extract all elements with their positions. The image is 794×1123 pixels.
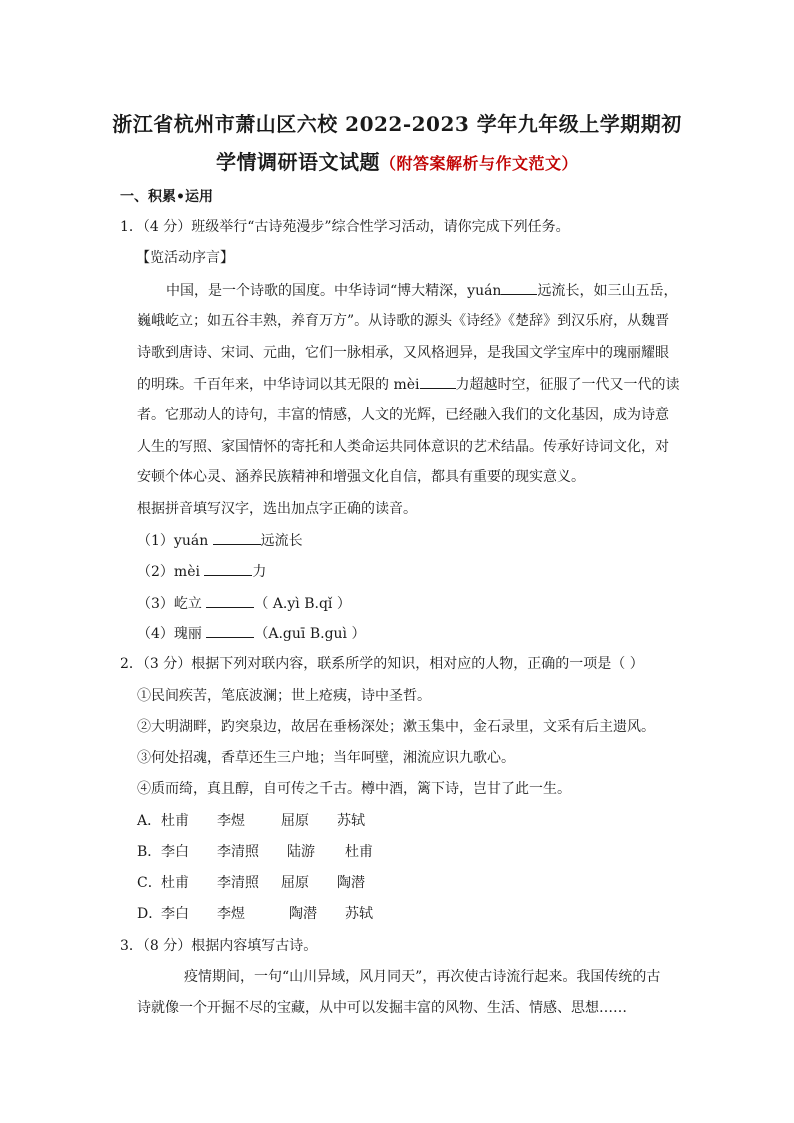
option-name: 陶潜 (337, 875, 365, 891)
question-1-sub-item (137, 561, 266, 582)
document-title-note: （附答案解析与作文范文） (379, 154, 578, 173)
sub-item-choices: （A.guī B.guì ） (254, 626, 366, 642)
question-1-paragraph-line (166, 280, 677, 301)
question-3-paragraph-line: 疫情期间，一句“山川异域，风月同天”，再次使古诗流行起来。我国传统的古 (184, 969, 661, 985)
question-1-paragraph-line: 巍峨屹立；如五谷丰熟，养育万方”。从诗歌的源头《诗经》《楚辞》到汉乐府，从魏晋 (137, 313, 670, 329)
option-name: 屈原 (281, 875, 309, 891)
question-2-couplet: ④质而绮，真且醇，自可传之千古。樽中酒，篱下诗，岂甘了此一生。 (137, 781, 571, 797)
option-name: 李白 (161, 844, 189, 860)
sub-item-choices: （ A.yì B.qǐ ） (254, 596, 351, 612)
option-name: 李清照 (217, 875, 259, 891)
question-3-paragraph-line: 诗就像一个开掘不尽的宝藏，从中可以发掘丰富的风物、生活、情感、思想…… (137, 1000, 627, 1016)
option-name: 李煜 (217, 813, 245, 829)
question-1-stem: 1．（4 分）班级举行“古诗苑漫步”综合性学习活动，请你完成下列任务。 (120, 219, 570, 235)
question-2-couplet: ③何处招魂，香草还生三户地；当年呵壁，湘流应识九歌心。 (137, 750, 515, 766)
question-1-box-label: 【览活动序言】 (136, 250, 234, 266)
fill-blank[interactable] (420, 374, 456, 389)
option-name: 苏轼 (337, 813, 365, 829)
question-1-instruction: 根据拼音填写汉字，选出加点字正确的读音。 (137, 501, 417, 517)
paragraph-text: 力超越时空，征服了一代又一代的读 (455, 377, 680, 393)
fill-blank[interactable] (501, 280, 537, 295)
fill-blank[interactable] (204, 561, 252, 576)
question-1-paragraph-line: 安顿个体心灵、涵养民族精神和增强文化自信，都具有重要的现实意义。 (137, 469, 585, 485)
question-2-option-a[interactable] (137, 811, 365, 831)
option-name: 李清照 (217, 844, 259, 860)
option-name: 屈原 (281, 813, 309, 829)
question-2-stem: 2．（3 分）根据下列对联内容，联系所学的知识，相对应的人物，正确的一项是（ ） (120, 656, 644, 672)
sub-item-prompt: 瑰丽 (173, 626, 202, 642)
section-heading: 一、积累•运用 (120, 189, 213, 205)
question-1-sub-item (137, 530, 303, 551)
option-name: 陆游 (287, 844, 315, 860)
option-label: B． (137, 844, 162, 860)
question-3-stem: 3．（8 分）根据内容填写古诗。 (120, 938, 318, 954)
option-name: 陶潜 (289, 906, 317, 922)
question-2-option-c[interactable] (137, 873, 365, 893)
option-name: 李白 (161, 906, 189, 922)
question-1-paragraph-line: 人生的写照、家国情怀的寄托和人类命运共同体意识的艺术结晶。传承好诗词文化，对 (137, 439, 669, 455)
question-1-paragraph-line: 诗歌到唐诗、宋词、元曲，它们一脉相承，又风格迥异，是我国文学宝库中的瑰丽耀眼 (137, 345, 669, 361)
fill-blank[interactable] (206, 623, 254, 638)
sub-item-number: （2） (137, 564, 174, 580)
sub-item-number: （3） (137, 596, 174, 612)
question-2-option-b[interactable] (137, 842, 373, 862)
question-2-couplet: ②大明湖畔，趵突泉边，故居在垂杨深处；漱玉集中，金石录里，文采有后主遗风。 (137, 719, 655, 735)
sub-item-prompt: mèi (173, 564, 200, 580)
question-1-paragraph-line (137, 374, 680, 395)
fill-blank[interactable] (213, 530, 261, 545)
option-name: 杜甫 (161, 875, 189, 891)
question-1-sub-item (137, 593, 351, 614)
document-title-line1: 浙江省杭州市萧山区六校 2022-2023 学年九年级上学期期初 (112, 112, 682, 136)
document-title-line2 (0, 146, 794, 175)
option-name: 杜甫 (161, 813, 189, 829)
question-2-option-d[interactable] (137, 904, 373, 924)
sub-item-text: 远流长 (260, 533, 303, 549)
sub-item-number: （4） (137, 626, 174, 642)
option-name: 李煜 (217, 906, 245, 922)
option-name: 杜甫 (345, 844, 373, 860)
document-title-main: 学情调研语文试题 (215, 150, 380, 174)
option-label: D． (137, 906, 163, 922)
paragraph-text: 的明珠。千百年来，中华诗词以其无限的 mèi (137, 377, 420, 393)
paragraph-text: 中国，是一个诗歌的国度。中华诗词“博大精深，yuán (166, 283, 502, 299)
question-1-paragraph-line: 者。它那动人的诗句，丰富的情感，人文的光辉，已经融入我们的文化基因，成为诗意 (137, 407, 669, 423)
sub-item-prompt: yuán (173, 533, 209, 549)
option-label: C． (137, 875, 162, 891)
sub-item-text: 力 (252, 564, 267, 580)
paragraph-text: 远流长，如三山五岳， (537, 283, 678, 299)
option-name: 苏轼 (345, 906, 373, 922)
sub-item-number: （1） (137, 533, 174, 549)
option-label: A． (137, 813, 162, 829)
question-2-couplet: ①民间疾苦，笔底波澜；世上疮痍，诗中圣哲。 (137, 688, 431, 704)
sub-item-prompt: 屹立 (173, 596, 202, 612)
fill-blank[interactable] (206, 593, 254, 608)
question-1-sub-item (137, 623, 366, 644)
